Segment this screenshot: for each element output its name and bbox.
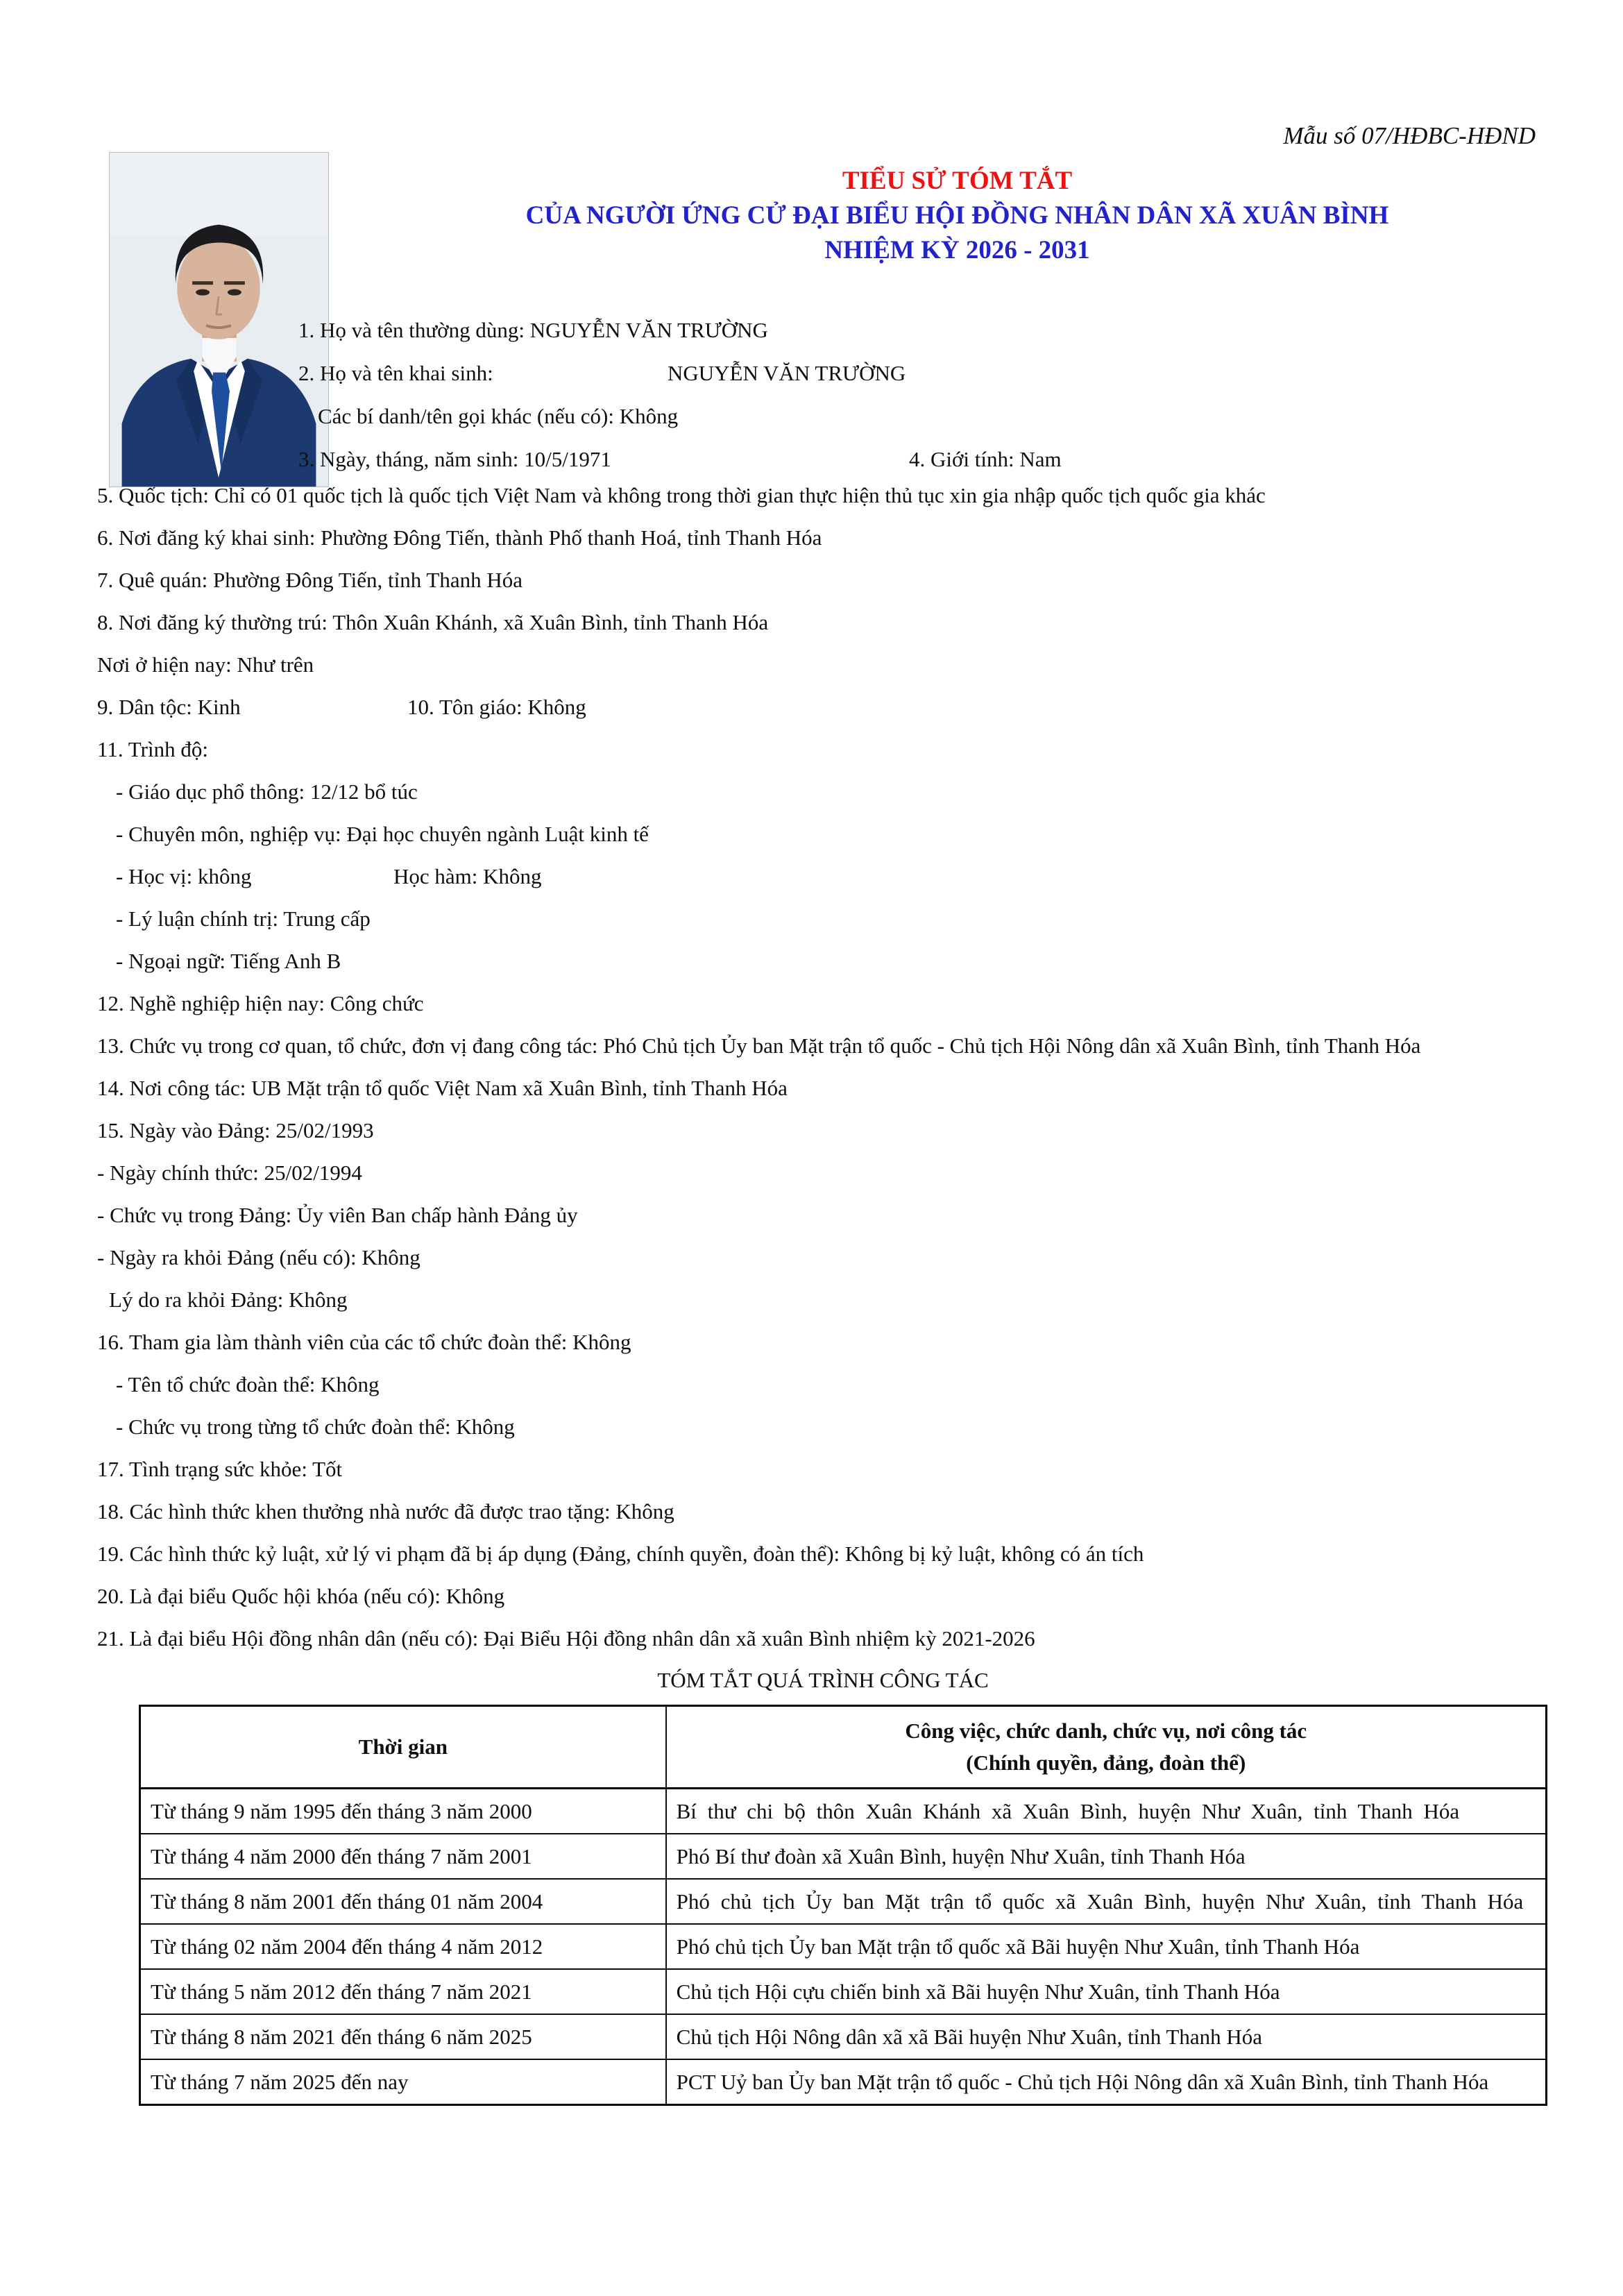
field-ngay-ra-khoi-dang: - Ngày ra khỏi Đảng (nếu có): Không xyxy=(97,1245,420,1269)
career-time: Từ tháng 4 năm 2000 đến tháng 7 năm 2001 xyxy=(140,1834,666,1879)
field-1-ho-ten-thuong-dung: 1. Họ và tên thường dùng: NGUYỄN VĂN TRƯỜNG xyxy=(298,318,768,342)
career-role: Phó chủ tịch Ủy ban Mặt trận tổ quốc xã Bãi huyện Như Xuân, tỉnh Thanh Hóa xyxy=(666,1924,1547,1969)
field-8-noi-dang-ky-thuong-tru: 8. Nơi đăng ký thường trú: Thôn Xuân Khánh, xã Xuân Bình, tỉnh Thanh Hóa xyxy=(97,610,769,634)
field-14-noi-cong-tac: 14. Nơi công tác: UB Mặt trận tổ quốc Việt Nam xã Xuân Bình, tỉnh Thanh Hóa xyxy=(97,1076,788,1100)
field-5-quoc-tich: 5. Quốc tịch: Chỉ có 01 quốc tịch là quốc tịch Việt Nam và không trong thời gian thực hiện thủ tục xin gia nhập quốc tịch quốc gia khác xyxy=(97,483,1266,507)
details-section xyxy=(97,479,1549,2106)
career-time: Từ tháng 5 năm 2012 đến tháng 7 năm 2021 xyxy=(140,1969,666,2014)
career-header-role-line1: Công việc, chức danh, chức vụ, nơi công tác xyxy=(905,1719,1307,1743)
career-time: Từ tháng 02 năm 2004 đến tháng 4 năm 2012 xyxy=(140,1924,666,1969)
field-10-ton-giao: 10. Tôn giáo: Không xyxy=(407,695,586,719)
form-number: Mẫu số 07/HĐBC-HĐND xyxy=(1283,122,1536,149)
career-header-row xyxy=(140,1706,1547,1789)
career-row xyxy=(140,1789,1547,1834)
field-noi-o-hien-nay: Nơi ở hiện nay: Như trên xyxy=(97,652,314,677)
document-titles xyxy=(333,164,1581,268)
field-3-4-row xyxy=(298,443,1547,476)
career-time: Từ tháng 9 năm 1995 đến tháng 3 năm 2000 xyxy=(140,1789,666,1834)
identity-section xyxy=(298,314,1547,486)
career-row xyxy=(140,1969,1547,2014)
field-4-gioi-tinh: 4. Giới tính: Nam xyxy=(909,447,1062,471)
field-2-value: NGUYỄN VĂN TRƯỜNG xyxy=(668,361,906,385)
career-role: Phó Bí thư đoàn xã Xuân Bình, huyện Như Xuân, tỉnh Thanh Hóa xyxy=(666,1834,1547,1879)
field-12-nghe-nghiep: 12. Nghề nghiệp hiện nay: Công chức xyxy=(97,991,424,1015)
field-19-ky-luat: 19. Các hình thức kỷ luật, xử lý vi phạm đã bị áp dụng (Đảng, chính quyền, đoàn thể): Không bị kỷ luật, không có án tích xyxy=(97,1542,1144,1566)
career-role: Chủ tịch Hội cựu chiến binh xã Bãi huyện Như Xuân, tỉnh Thanh Hóa xyxy=(666,1969,1547,2014)
career-role: Bí thư chi bộ thôn Xuân Khánh xã Xuân Bình, huyện Như Xuân, tỉnh Thanh Hóa xyxy=(666,1789,1547,1834)
career-header-role xyxy=(666,1706,1547,1789)
field-ly-do-ra-khoi-dang: Lý do ra khỏi Đảng: Không xyxy=(109,1288,348,1312)
career-row xyxy=(140,1879,1547,1924)
career-time: Từ tháng 8 năm 2021 đến tháng 6 năm 2025 xyxy=(140,2014,666,2059)
field-9-10-row xyxy=(97,691,1549,723)
field-15-ngay-vao-dang: 15. Ngày vào Đảng: 25/02/1993 xyxy=(97,1118,374,1142)
field-hoc-vi: - Học vị: không xyxy=(116,864,252,888)
portrait-illustration xyxy=(110,153,328,487)
field-16-thanh-vien-doan-the: 16. Tham gia làm thành viên của các tổ chức đoàn thể: Không xyxy=(97,1330,631,1354)
field-giao-duc-pho-thong: - Giáo dục phổ thông: 12/12 bổ túc xyxy=(116,779,418,804)
field-17-suc-khoe: 17. Tình trạng sức khỏe: Tốt xyxy=(97,1457,343,1481)
field-11-trinh-do: 11. Trình độ: xyxy=(97,737,208,761)
field-ten-to-chuc-doan-the: - Tên tổ chức đoàn thể: Không xyxy=(116,1372,380,1396)
document-subtitle-1: CỦA NGƯỜI ỨNG CỬ ĐẠI BIỂU HỘI ĐỒNG NHÂN DÂN XÃ XUÂN BÌNH xyxy=(525,201,1389,230)
career-history-table xyxy=(139,1705,1547,2106)
career-role: Chủ tịch Hội Nông dân xã xã Bãi huyện Như Xuân, tỉnh Thanh Hóa xyxy=(666,2014,1547,2059)
field-6-noi-dang-ky-khai-sinh: 6. Nơi đăng ký khai sinh: Phường Đông Tiến, thành Phố thanh Hoá, tỉnh Thanh Hóa xyxy=(97,525,822,550)
field-20-dai-bieu-quoc-hoi: 20. Là đại biểu Quốc hội khóa (nếu có): Không xyxy=(97,1584,505,1608)
field-ngoai-ngu: - Ngoại ngữ: Tiếng Anh B xyxy=(116,949,341,973)
candidate-photo xyxy=(109,152,329,487)
field-3-ngay-sinh: 3. Ngày, tháng, năm sinh: 10/5/1971 xyxy=(298,447,611,471)
career-row xyxy=(140,1924,1547,1969)
career-time: Từ tháng 8 năm 2001 đến tháng 01 năm 2004 xyxy=(140,1879,666,1924)
document-title: TIỂU SỬ TÓM TẮT xyxy=(842,167,1073,195)
document-subtitle-2: NHIỆM KỲ 2026 - 2031 xyxy=(824,236,1090,264)
field-18-khen-thuong: 18. Các hình thức khen thưởng nhà nước đã được trao tặng: Không xyxy=(97,1499,674,1523)
field-ly-luan-chinh-tri: - Lý luận chính trị: Trung cấp xyxy=(116,906,371,931)
field-chuyen-mon-nghiep-vu: - Chuyên môn, nghiệp vụ: Đại học chuyên ngành Luật kinh tế xyxy=(116,822,649,846)
career-header-time: Thời gian xyxy=(140,1706,666,1789)
career-row xyxy=(140,2059,1547,2105)
career-header-role-line2: (Chính quyền, đảng, đoàn thể) xyxy=(966,1750,1246,1775)
career-row xyxy=(140,1834,1547,1879)
field-hoc-ham: Học hàm: Không xyxy=(393,864,542,888)
field-2-ho-ten-khai-sinh xyxy=(298,357,1547,390)
field-ngay-chinh-thuc: - Ngày chính thức: 25/02/1994 xyxy=(97,1160,362,1185)
field-bi-danh: Các bí danh/tên gọi khác (nếu có): Không xyxy=(318,404,679,428)
field-7-que-quan: 7. Quê quán: Phường Đông Tiến, tỉnh Thanh Hóa xyxy=(97,568,523,592)
field-21-dai-bieu-hdnd: 21. Là đại biểu Hội đồng nhân dân (nếu có): Đại Biểu Hội đồng nhân dân xã xuân Bình nhiệm kỳ 2021-2026 xyxy=(97,1626,1035,1651)
career-row xyxy=(140,2014,1547,2059)
field-chuc-vu-tung-to-chuc: - Chức vụ trong từng tổ chức đoàn thể: Không xyxy=(116,1415,515,1439)
field-2-label: 2. Họ và tên khai sinh: xyxy=(298,361,493,385)
career-role: Phó chủ tịch Ủy ban Mặt trận tổ quốc xã Xuân Bình, huyện Như Xuân, tỉnh Thanh Hóa xyxy=(666,1879,1547,1924)
career-time: Từ tháng 7 năm 2025 đến nay xyxy=(140,2059,666,2105)
career-table-caption: TÓM TẮT QUÁ TRÌNH CÔNG TÁC xyxy=(657,1668,989,1692)
field-chuc-vu-trong-dang: - Chức vụ trong Đảng: Ủy viên Ban chấp hành Đảng ủy xyxy=(97,1203,578,1227)
field-9-dan-toc: 9. Dân tộc: Kinh xyxy=(97,695,241,719)
field-hoc-vi-hoc-ham-row xyxy=(97,860,1549,893)
career-role: PCT Uỷ ban Ủy ban Mặt trận tổ quốc - Chủ tịch Hội Nông dân xã Xuân Bình, tỉnh Thanh Hóa xyxy=(666,2059,1547,2105)
field-13-chuc-vu-cong-tac: 13. Chức vụ trong cơ quan, tổ chức, đơn vị đang công tác: Phó Chủ tịch Ủy ban Mặt trận tổ quốc - Chủ tịch Hội Nông dân xã Xuân Bình, tỉnh Thanh Hóa xyxy=(97,1033,1421,1058)
